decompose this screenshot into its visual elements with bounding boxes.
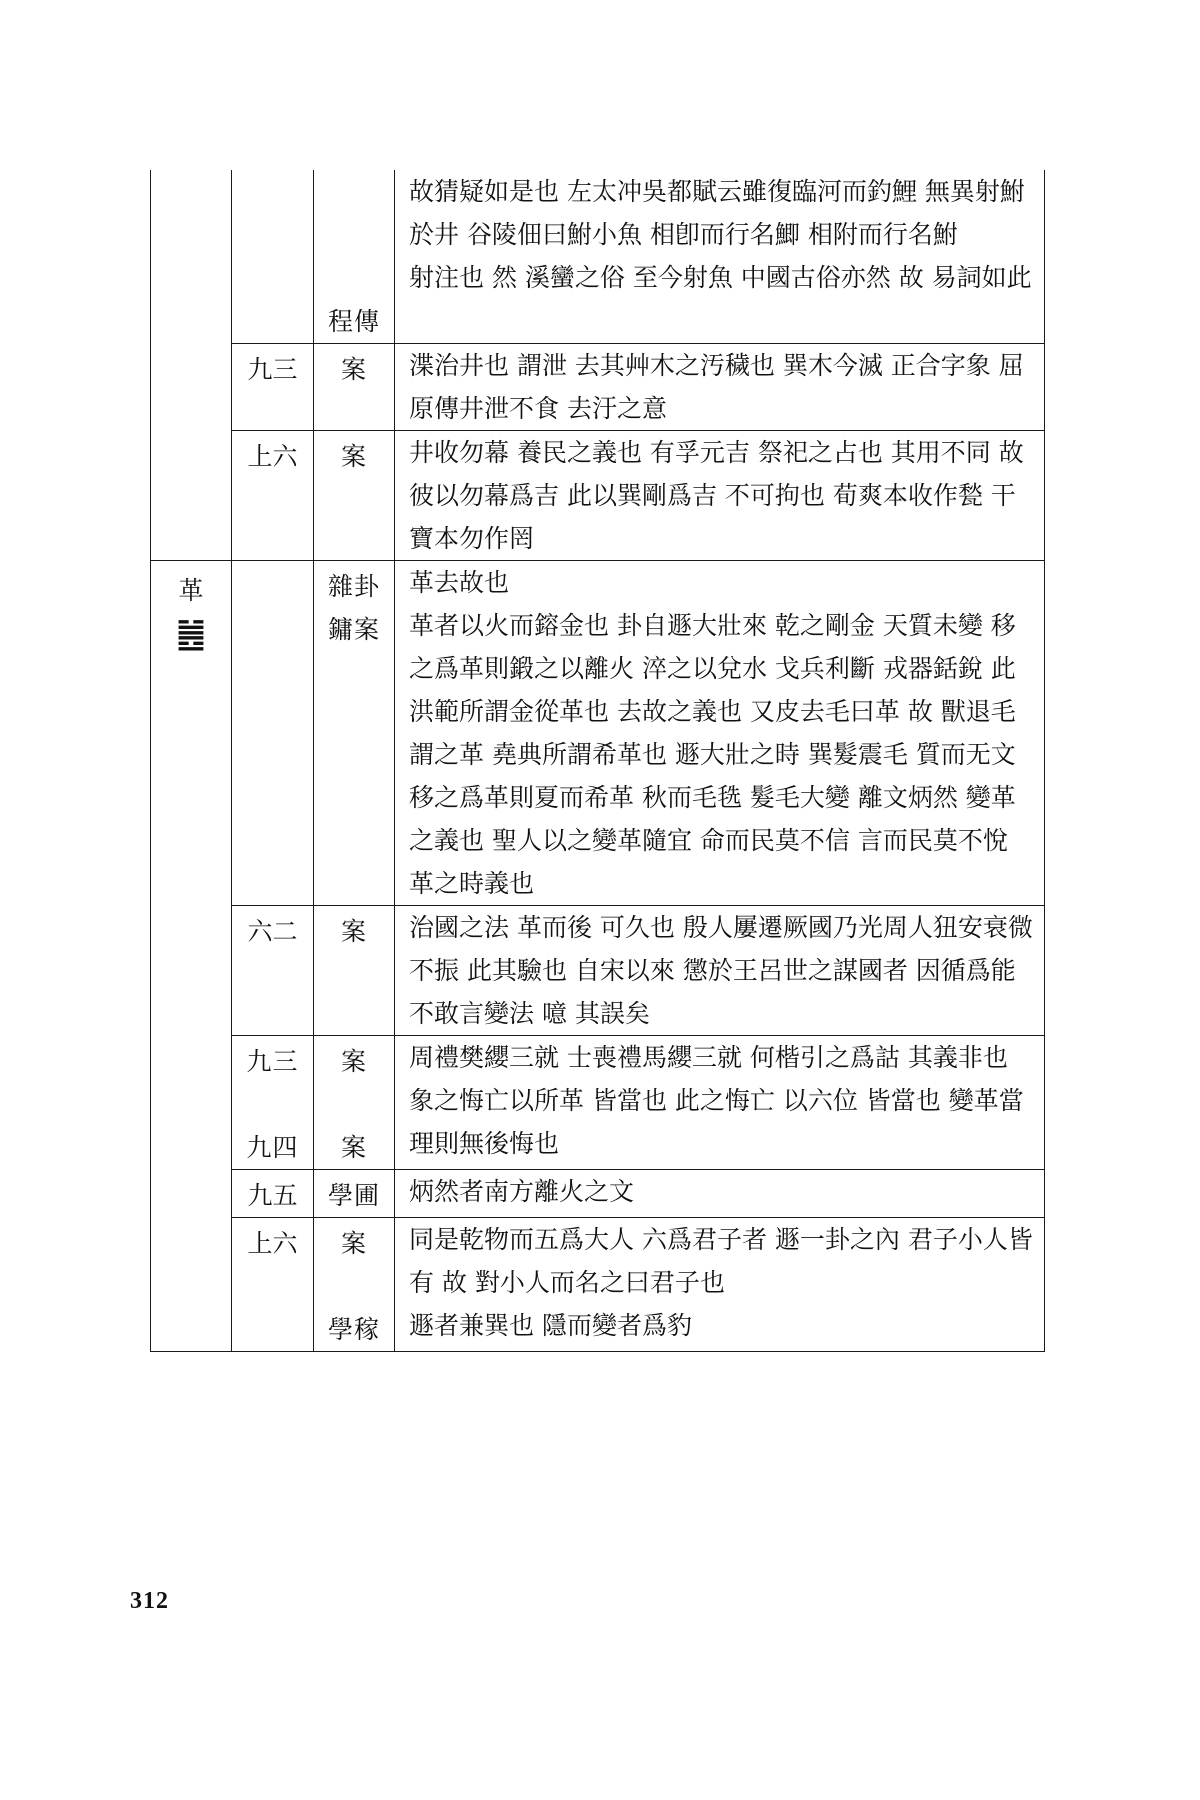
line-position-cell xyxy=(232,1218,314,1352)
table-row xyxy=(151,1170,1045,1218)
line-position-cell xyxy=(232,1170,314,1218)
table-row xyxy=(151,1036,1045,1170)
table-row xyxy=(151,906,1045,1036)
hexagram-name: 革 xyxy=(178,576,204,605)
commentator-label: 學稼 xyxy=(327,1315,380,1344)
label-cell xyxy=(314,344,395,431)
commentary-text: 故猜疑如是也 左太冲吳都賦云雖復臨河而釣鯉 無異射鮒於井 谷陵佃曰鮒小魚 相卽而行名鯽 相附而行名鮒 xyxy=(409,177,1025,249)
label-cell xyxy=(314,170,395,344)
label-cell xyxy=(314,906,395,1036)
line-position: 六二 xyxy=(247,917,298,946)
commentator-label: 學圃 xyxy=(327,1181,380,1210)
hexagram-cell xyxy=(151,561,232,1352)
line-position-cell xyxy=(232,170,314,344)
commentator-label: 案 xyxy=(340,355,367,384)
line-position-cell xyxy=(232,561,314,906)
commentary-text: 象之悔亡以所革 皆當也 此之悔亡 以六位 皆當也 變革當理則無後悔也 xyxy=(409,1086,1024,1158)
table-row xyxy=(151,561,1045,906)
commentary-text-cell xyxy=(395,561,1045,906)
line-position: 九四 xyxy=(246,1133,299,1162)
commentator-label: 案 xyxy=(340,1133,367,1162)
commentator-label: 案 xyxy=(340,1047,367,1076)
label-cell xyxy=(314,1170,395,1218)
table-row xyxy=(151,170,1045,344)
commentary-text-cell xyxy=(395,431,1045,561)
line-position: 上六 xyxy=(247,442,298,471)
commentator-label: 鏞案 xyxy=(327,615,380,644)
line-position-cell xyxy=(232,906,314,1036)
line-position: 九五 xyxy=(247,1181,298,1210)
commentator-label: 案 xyxy=(340,917,367,946)
commentary-text: 周禮樊纓三就 士喪禮馬纓三就 何楷引之爲詁 其義非也 xyxy=(409,1043,1008,1072)
line-position-cell xyxy=(232,431,314,561)
line-position: 九三 xyxy=(247,355,298,384)
table-row xyxy=(151,344,1045,431)
line-position-cell xyxy=(232,1036,314,1170)
label-cell xyxy=(314,1036,395,1170)
label-cell xyxy=(314,431,395,561)
commentator-label: 案 xyxy=(340,1229,367,1258)
commentary-text: 射注也 然 溪蠻之俗 至今射魚 中國古俗亦然 故 易詞如此 xyxy=(409,263,1032,292)
commentary-text: 革者以火而鎔金也 卦自遯大壯來 乾之剛金 天質未變 移之爲革則鍛之以離火 淬之以兌水 戈兵利斷 戎器銛銳 此洪範所謂金從革也 去故之義也 又皮去毛曰革 故 獸退毛謂之革 堯典所謂希革也 遯大壯之時 巽髮震毛 質而无文 移之爲革則夏而希革 秋而毛毨 髮毛大變 離文炳然 變革之義也 聖人以之變革隨宜 命而民莫不信 言而民莫不悅 革之時義也 xyxy=(409,611,1016,898)
commentary-text: 渫治井也 謂泄 去其艸木之汚穢也 巽木今滅 正合字象 屈原傳井泄不食 去汙之意 xyxy=(409,351,1024,423)
commentary-text-cell xyxy=(395,1036,1045,1170)
label-cell xyxy=(314,561,395,906)
commentary-text: 同是乾物而五爲大人 六爲君子者 遯一卦之內 君子小人皆有 故 對小人而名之曰君子也 xyxy=(409,1225,1033,1297)
line-position-cell xyxy=(232,344,314,431)
commentary-text: 遯者兼巽也 隱而變者爲豹 xyxy=(409,1311,692,1340)
commentary-text-cell xyxy=(395,906,1045,1036)
commentator-label: 程傳 xyxy=(327,307,380,336)
commentator-label: 雜卦 xyxy=(327,572,380,601)
commentary-text-cell xyxy=(395,170,1045,344)
table-row xyxy=(151,1218,1045,1352)
hexagram-cell xyxy=(151,170,232,561)
commentator-label: 案 xyxy=(340,442,367,471)
commentary-text: 炳然者南方離火之文 xyxy=(409,1177,635,1206)
table-row xyxy=(151,431,1045,561)
commentary-text-cell xyxy=(395,1218,1045,1352)
page-number: 312 xyxy=(130,1588,169,1614)
label-cell xyxy=(314,1218,395,1352)
commentary-table xyxy=(150,170,1045,1352)
line-position: 九三 xyxy=(246,1047,299,1076)
commentary-text: 革去故也 xyxy=(409,568,510,597)
commentary-text-cell xyxy=(395,1170,1045,1218)
commentary-text: 井收勿幕 養民之義也 有孚元吉 祭祀之占也 其用不同 故 彼以勿幕爲吉 此以巽剛爲吉 不可拘也 荀爽本收作甃 干寶本勿作罔 xyxy=(409,438,1024,553)
commentary-text-cell xyxy=(395,344,1045,431)
hexagram-symbol-icon: ䷰ xyxy=(175,614,207,654)
line-position: 上六 xyxy=(247,1229,298,1258)
commentary-text: 治國之法 革而後 可久也 殷人屢遷厥國乃光周人狃安衰微不振 此其驗也 自宋以來 懲於王呂世之謀國者 因循爲能 不敢言變法 噫 其誤矣 xyxy=(409,913,1033,1028)
